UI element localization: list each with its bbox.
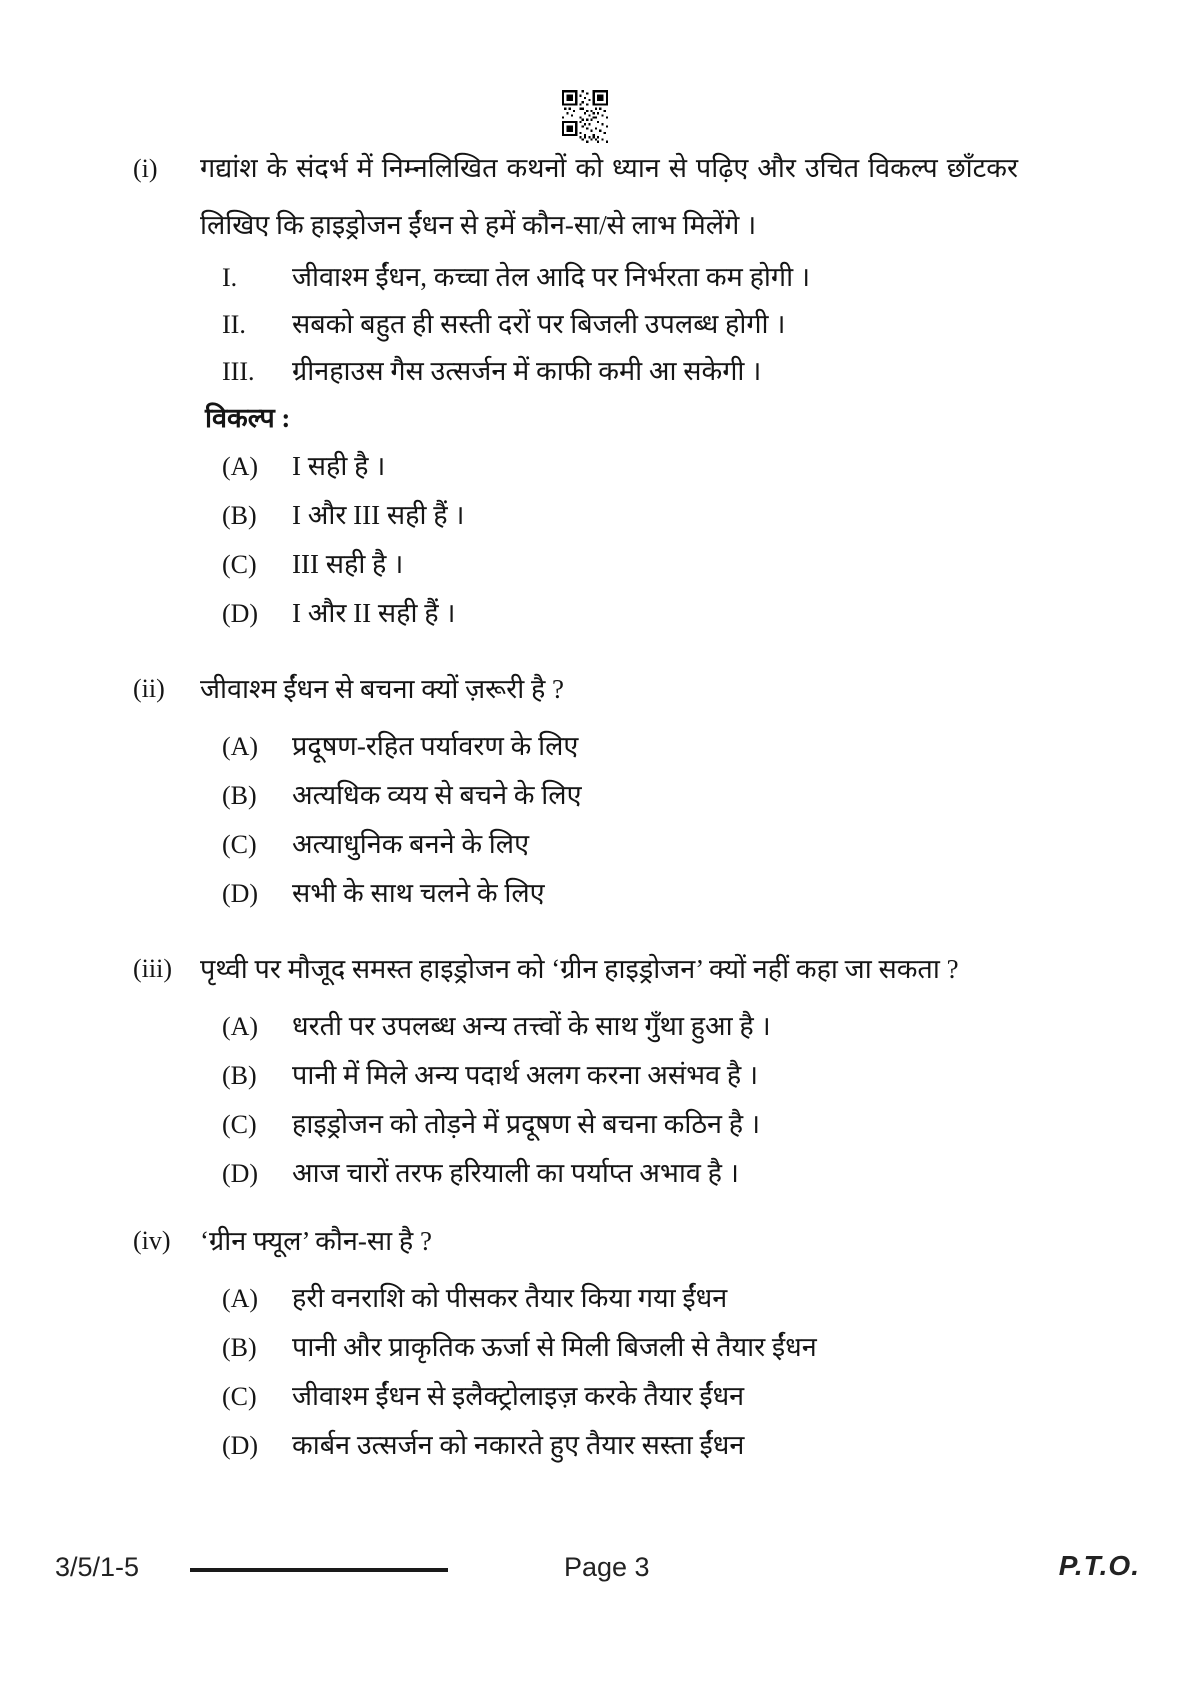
option-text: धरती पर उपलब्ध अन्य तत्त्वों के साथ गुँथा हुआ है । bbox=[292, 1011, 771, 1041]
paper-code: 3/5/1-5 bbox=[55, 1552, 140, 1582]
option-row bbox=[0, 491, 1190, 540]
statement-text: जीवाश्म ईंधन, कच्चा तेल आदि पर निर्भरता कम होगी । bbox=[292, 262, 811, 292]
option-letter: (C) bbox=[222, 1382, 257, 1411]
statement-numeral: II. bbox=[222, 310, 246, 339]
statement-text: ग्रीनहाउस गैस उत्सर्जन में काफी कमी आ सकेगी । bbox=[292, 356, 762, 386]
statement-row bbox=[0, 301, 1190, 348]
options-heading: विकल्प : bbox=[205, 403, 291, 433]
question-text: जीवाश्म ईंधन से बचना क्यों ज़रूरी है ? bbox=[200, 674, 565, 704]
question-text: ‘ग्रीन फ्यूल’ कौन-सा है ? bbox=[200, 1226, 432, 1256]
option-letter: (D) bbox=[222, 1159, 259, 1188]
option-row bbox=[0, 1002, 1190, 1051]
option-list bbox=[0, 1274, 1190, 1470]
question-text: पृथ्वी पर मौजूद समस्त हाइड्रोजन को ‘ग्रीन हाइड्रोजन’ क्यों नहीं कहा जा सकता ? bbox=[200, 954, 959, 984]
option-row bbox=[0, 869, 1190, 918]
option-letter: (B) bbox=[222, 781, 257, 810]
option-text: I और II सही हैं । bbox=[292, 598, 456, 628]
option-list bbox=[0, 722, 1190, 918]
option-text: हाइड्रोजन को तोड़ने में प्रदूषण से बचना कठिन है । bbox=[292, 1109, 761, 1139]
option-row bbox=[0, 722, 1190, 771]
statement-row bbox=[0, 348, 1190, 395]
option-text: III सही है । bbox=[292, 549, 404, 579]
option-row bbox=[0, 1421, 1190, 1470]
option-letter: (C) bbox=[222, 830, 257, 859]
option-text: जीवाश्म ईंधन से इलैक्ट्रोलाइज़ करके तैयार ईंधन bbox=[292, 1381, 745, 1411]
option-letter: (D) bbox=[222, 879, 259, 908]
option-text: अत्याधुनिक बनने के लिए bbox=[292, 829, 530, 859]
statement-row bbox=[0, 254, 1190, 301]
option-text: I सही है । bbox=[292, 451, 386, 481]
option-letter: (A) bbox=[222, 452, 259, 481]
option-text: आज चारों तरफ हरियाली का पर्याप्त अभाव है । bbox=[292, 1158, 739, 1188]
option-letter: (A) bbox=[222, 1284, 259, 1313]
page-number: Page 3 bbox=[564, 1552, 650, 1582]
option-row bbox=[0, 1372, 1190, 1421]
option-text: पानी और प्राकृतिक ऊर्जा से मिली बिजली से तैयार ईंधन bbox=[292, 1332, 817, 1362]
option-row bbox=[0, 1323, 1190, 1372]
option-letter: (A) bbox=[222, 732, 259, 761]
option-list bbox=[0, 442, 1190, 638]
statement-list bbox=[0, 254, 1190, 395]
footer-rule bbox=[190, 1568, 448, 1572]
option-row bbox=[0, 1051, 1190, 1100]
option-row bbox=[0, 540, 1190, 589]
option-letter: (B) bbox=[222, 501, 257, 530]
option-row bbox=[0, 771, 1190, 820]
option-row bbox=[0, 1274, 1190, 1323]
question-iv bbox=[0, 1226, 1190, 1470]
statement-text: सबको बहुत ही सस्ती दरों पर बिजली उपलब्ध होगी । bbox=[292, 309, 786, 339]
question-text: गद्यांश के संदर्भ में निम्नलिखित कथनों को ध्यान से पढ़िए और उचित विकल्प छाँटकर लिखिए कि हाइड्रोजन ईंधन से हमें कौन-सा/से लाभ मिलेंगे । bbox=[200, 153, 1018, 240]
question-ii bbox=[0, 674, 1190, 918]
option-letter: (B) bbox=[222, 1333, 257, 1362]
pto-label: P.T.O. bbox=[1058, 1550, 1140, 1581]
option-text: सभी के साथ चलने के लिए bbox=[292, 878, 545, 908]
option-row bbox=[0, 442, 1190, 491]
question-number: (i) bbox=[133, 154, 158, 183]
qr-code-icon bbox=[562, 90, 608, 143]
question-number: (iii) bbox=[133, 954, 172, 983]
option-letter: (C) bbox=[222, 550, 257, 579]
option-text: हरी वनराशि को पीसकर तैयार किया गया ईंधन bbox=[292, 1283, 728, 1313]
option-row bbox=[0, 1149, 1190, 1198]
statement-numeral: I. bbox=[222, 263, 238, 292]
option-letter: (D) bbox=[222, 599, 259, 628]
option-row bbox=[0, 589, 1190, 638]
question-iii bbox=[0, 954, 1190, 1198]
question-number: (ii) bbox=[133, 674, 165, 703]
option-text: प्रदूषण-रहित पर्यावरण के लिए bbox=[292, 731, 579, 761]
option-list bbox=[0, 1002, 1190, 1198]
option-row bbox=[0, 1100, 1190, 1149]
option-text: कार्बन उत्सर्जन को नकारते हुए तैयार सस्ता ईंधन bbox=[292, 1430, 745, 1460]
option-letter: (A) bbox=[222, 1012, 259, 1041]
option-letter: (D) bbox=[222, 1431, 259, 1460]
option-letter: (C) bbox=[222, 1110, 257, 1139]
option-text: अत्यधिक व्यय से बचने के लिए bbox=[292, 780, 582, 810]
option-text: पानी में मिले अन्य पदार्थ अलग करना असंभव है । bbox=[292, 1060, 759, 1090]
option-row bbox=[0, 820, 1190, 869]
question-i bbox=[0, 140, 1190, 638]
option-letter: (B) bbox=[222, 1061, 257, 1090]
question-number: (iv) bbox=[133, 1226, 171, 1255]
statement-numeral: III. bbox=[222, 357, 255, 386]
question-paper-body bbox=[0, 140, 1190, 1470]
option-text: I और III सही हैं । bbox=[292, 500, 465, 530]
